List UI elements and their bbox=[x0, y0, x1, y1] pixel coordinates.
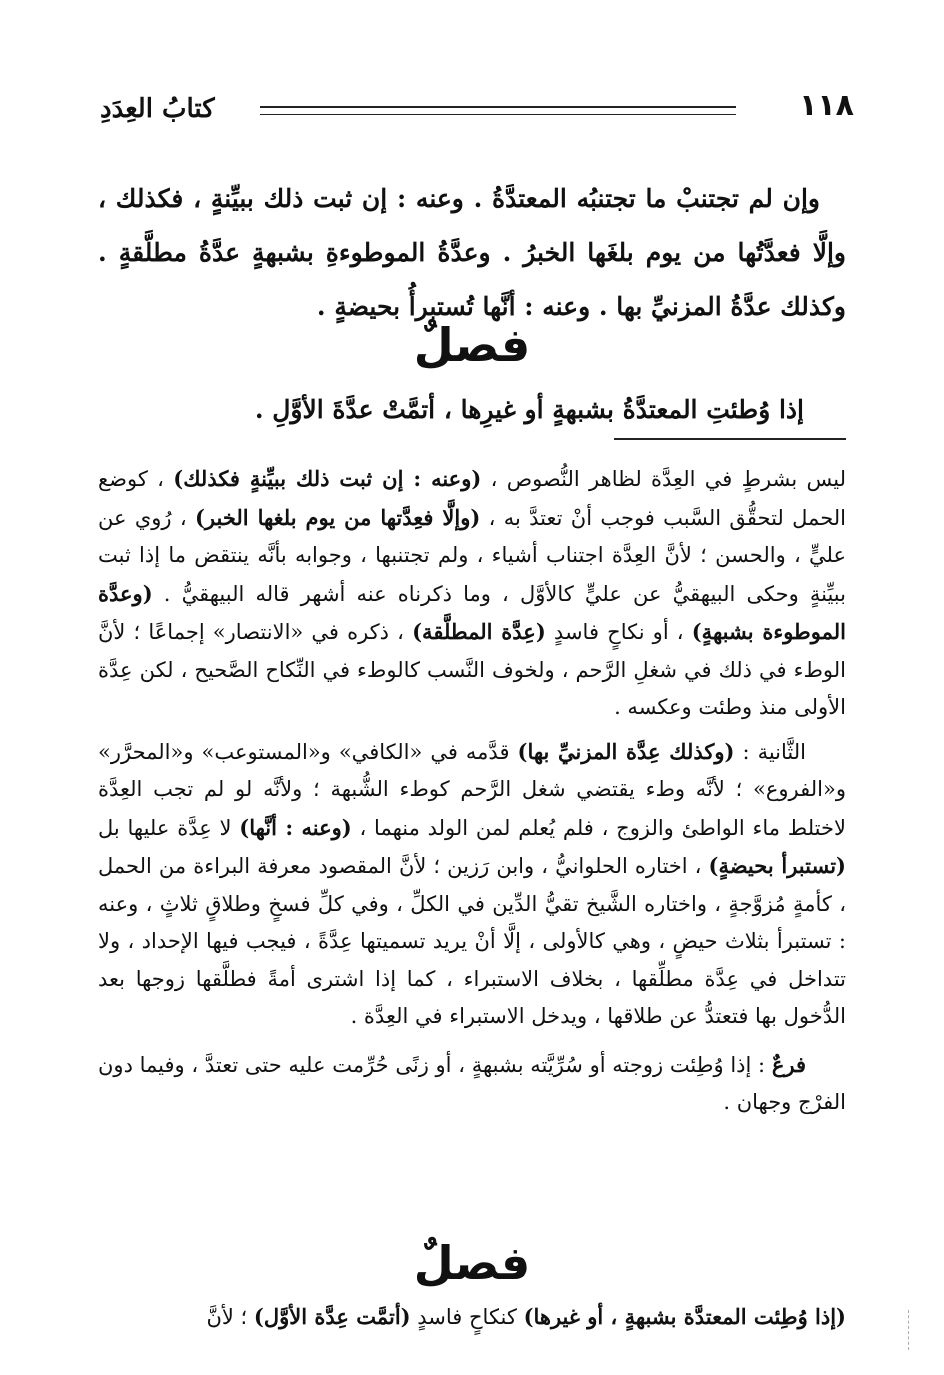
commentary-continued bbox=[98, 1298, 846, 1337]
running-header bbox=[100, 78, 854, 138]
commentary-paragraph-1 bbox=[98, 460, 846, 727]
commentary-text: ليس بشرطٍ في العِدَّة لظاهر النُّصوص ، bbox=[481, 467, 847, 491]
section-heading-2: فصلٌ bbox=[413, 1236, 531, 1290]
quoted-matn: (وعدَّة الموطوءة بشبهةٍ) bbox=[98, 580, 846, 644]
matn-line: إذا وُطئتِ المعتدَّةُ بشبهةٍ أو غيرِها ، أتمَّتْ عدَّةَ الأوَّلِ . bbox=[254, 395, 804, 424]
commentary-paragraph-2 bbox=[98, 733, 846, 1036]
commentary-text: ، كوضع الحمل لتحقُّق السَّبب فوجب أنْ تعتدَّ به ، bbox=[98, 467, 846, 530]
commentary-text: ، أو نكاحٍ فاسدٍ bbox=[545, 620, 692, 644]
commentary-text: قدَّمه في «الكافي» و«المستوعب» و«المحرَّر» و«الفروع» ؛ لأنَّه وطء يقتضي شغل الرَّحم كوطء الشُّبهة ؛ ولأنَّه لو لم تجب العِدَّة لاختلط ماء الواطئ والزوج ، فلم يُعلم لمن الولد منهما ، bbox=[98, 739, 846, 840]
quoted-matn: (إذا وُطِئت المعتدَّة بشبهةٍ ، أو غيرها) bbox=[523, 1304, 846, 1329]
section-heading: فصلٌ bbox=[413, 318, 531, 372]
commentary bbox=[98, 460, 846, 1122]
commentary-text: ، ذكره في «الانتصار» إجماعًا ؛ لأنَّ الوطء في ذلك في شغلِ الرَّحم ، ولخوف النَّسب كالوطء في النِّكاح الصَّحيح ، لكن عِدَّة الأولى منذ وطئت وعكسه . bbox=[98, 620, 846, 719]
header-rule bbox=[260, 106, 736, 115]
commentary-paragraph-4 bbox=[98, 1298, 846, 1337]
quoted-matn: فرعٌ bbox=[771, 1051, 806, 1077]
quoted-matn: (تستبرأ بحيضةٍ) bbox=[708, 853, 846, 878]
quoted-matn: (وعنه : إن ثبت ذلك ببيِّنةٍ فكذلك) bbox=[173, 466, 482, 491]
book-title: كتابُ العِدَدِ bbox=[100, 94, 215, 124]
commentary-text: كنكاحٍ فاسدٍ bbox=[410, 1305, 524, 1329]
matn-paragraph: وإن لم تجتنبْ ما تجتنبُه المعتدَّةُ . وعنه : إن ثبت ذلك ببيِّنةٍ ، فكذلك ، وإلَّا فعدَّتُها من يوم بلغَها الخبرُ . وعدَّةُ الموطوءةِ بشبهةٍ عدَّةُ مطلَّقةٍ . وكذلك عدَّةُ المزنيِّ بها . وعنه : أنَّها تُستبرأُ بحيضةٍ . bbox=[98, 184, 846, 321]
page-number: ١١٨ bbox=[799, 88, 854, 123]
commentary-paragraph-3 bbox=[98, 1046, 846, 1122]
quoted-matn: (عِدَّة المطلَّقة) bbox=[412, 619, 546, 644]
commentary-text: لا عِدَّة عليها بل bbox=[98, 815, 240, 840]
quoted-matn: (وإلَّا فعِدَّتها من يوم بلغها الخبر) bbox=[194, 504, 481, 530]
gutter-mark bbox=[908, 1310, 909, 1350]
quoted-matn: (وكذلك عِدَّة المزنيِّ بها) bbox=[517, 738, 735, 764]
separator-rule bbox=[614, 438, 846, 440]
commentary-text: : إذا وُطِئت زوجته أو سُرِّيَّته بشبهةٍ ، أو زنًى حُرِّمت عليه حتى تعتدَّ ، وفيما دون الفرْج وجهان . bbox=[98, 1052, 846, 1114]
commentary-text: ، اختاره الحلوانيُّ ، وابن رَزين ؛ لأنَّ المقصود معرفة البراءة من الحمل ، كأمةٍ مُزوَّجةٍ ، واختاره الشَّيخ تقيُّ الدِّين في الكلِّ ، وفي كلِّ فسخٍ وطلاقٍ ثلاثٍ ، وعنه : تستبرأ بثلاث حيضٍ ، وهي كالأولى ، إلَّا أنْ يريد تسميتها عِدَّةً ، فيجب فيها الإحداد ، ولا تتداخل في عِدَّة مطلِّقها ، بخلاف الاستبراء ، كما إذا اشترى أمةً فطلَّقها زوجها بعد الدُّخول بها فتعتدُّ عن طلاقها ، ويدخل الاستبراء في العِدَّة . bbox=[98, 854, 846, 1028]
quoted-matn: (وعنه : أنَّها) bbox=[239, 814, 352, 840]
commentary-text: الثَّانية : bbox=[734, 739, 806, 764]
commentary-text: ، رُوي عن عليٍّ ، والحسن ؛ لأنَّ العِدَّة اجتناب أشياء ، ولم تجتنبها ، وجوابه بأنَّه ينتقض ما إذا ثبت ببيِّنةٍ وحكى البيهقيُّ عن عليٍّ كالأوَّل ، وما ذكرناه عنه أشهر قاله البيهقيُّ . bbox=[98, 505, 846, 606]
commentary-text: ؛ لأنَّ bbox=[206, 1305, 254, 1329]
quoted-matn: (أتمَّت عِدَّة الأوَّل) bbox=[253, 1304, 411, 1329]
